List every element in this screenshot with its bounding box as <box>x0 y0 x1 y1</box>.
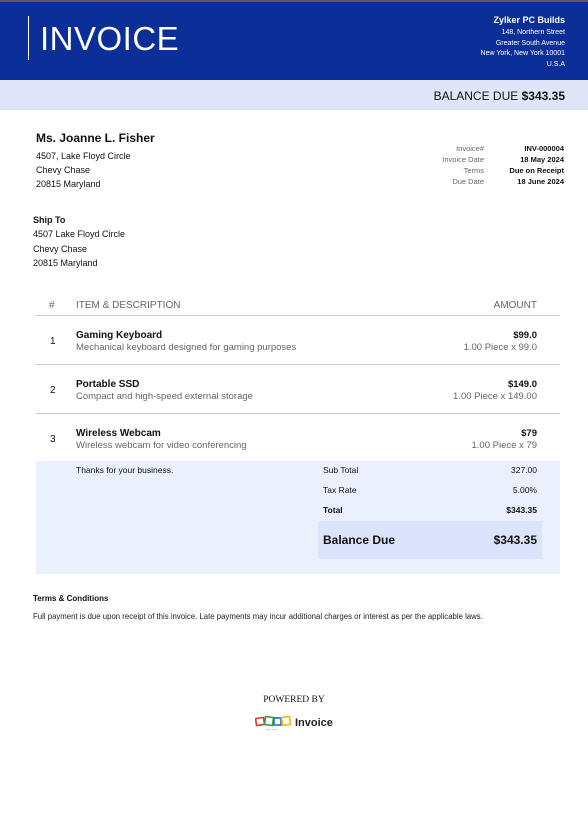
balance-due-label: BALANCE DUE <box>433 89 519 103</box>
brand-name: Invoice <box>295 716 333 729</box>
zoho-logo-icon <box>255 714 291 731</box>
totals-summary <box>36 461 560 574</box>
item-amount: $79 <box>521 428 537 439</box>
bill-to-address-line: Chevy Chase <box>36 165 91 175</box>
item-amount: $99.0 <box>513 330 537 341</box>
total-value: $343.35 <box>506 505 537 515</box>
title-divider <box>28 16 29 60</box>
table-row <box>36 316 560 365</box>
sub-total-label: Sub Total <box>323 465 359 475</box>
meta-row-due-date <box>424 176 564 187</box>
terms-text: Full payment is due upon receipt of this invoice. Late payments may incur additional charges or interest as per the applicable laws. <box>33 612 483 621</box>
item-description: Wireless webcam for video conferencing <box>76 440 247 451</box>
ship-to-heading: Ship To <box>33 215 66 225</box>
thanks-note: Thanks for your business. <box>76 465 174 475</box>
company-name: Zylker PC Builds <box>493 15 565 25</box>
meta-label: Invoice# <box>456 144 484 153</box>
invoice-header <box>0 2 588 80</box>
balance-due-box-amount: $343.35 <box>493 533 537 547</box>
company-address-line: 148, Northern Street <box>501 29 565 36</box>
balance-due-box <box>318 521 542 559</box>
item-name: Gaming Keyboard <box>76 330 163 341</box>
balance-due-box-label: Balance Due <box>323 533 396 547</box>
column-header-amount: AMOUNT <box>493 300 537 311</box>
ship-to-address-line: 20815 Maryland <box>33 258 98 268</box>
meta-value: 18 June 2024 <box>517 177 564 186</box>
meta-value: Due on Receipt <box>509 166 564 175</box>
item-name: Portable SSD <box>76 379 140 390</box>
row-index: 1 <box>50 336 56 347</box>
bill-to-address-line: 20815 Maryland <box>36 179 101 189</box>
item-amount: $149.0 <box>507 379 537 390</box>
customer-name: Ms. Joanne L. Fisher <box>36 131 155 145</box>
terms-heading: Terms & Conditions <box>33 594 109 603</box>
balance-due-bar <box>0 80 588 110</box>
ship-to-block <box>33 215 125 271</box>
meta-label: Terms <box>463 166 484 175</box>
company-address-line: U.S.A <box>546 60 565 68</box>
tax-rate-value: 5.00% <box>512 485 537 495</box>
item-description: Mechanical keyboard designed for gaming purposes <box>76 342 297 353</box>
powered-by-label: POWERED BY <box>263 695 325 705</box>
company-address-line: New York, New York 10001 <box>480 50 565 57</box>
total-label: Total <box>323 505 343 515</box>
table-header <box>36 296 560 316</box>
balance-due-amount: $343.35 <box>521 89 565 103</box>
bill-to-block <box>36 131 155 191</box>
brand-logo <box>255 714 333 731</box>
meta-label: Due Date <box>452 177 484 186</box>
company-address-line: Greater South Avenue <box>495 39 565 47</box>
meta-row-invoice-number <box>424 143 564 154</box>
item-quantity: 1.00 Piece x 99.0 <box>463 342 537 353</box>
tax-rate-label: Tax Rate <box>323 485 357 495</box>
ship-to-address-line: Chevy Chase <box>33 243 88 254</box>
invoice-meta <box>424 143 564 187</box>
ship-to-address-line: 4507 Lake Floyd Circle <box>33 229 126 239</box>
items-table <box>36 296 560 462</box>
balance-due-summary <box>434 89 565 103</box>
meta-value: 18 May 2024 <box>520 155 564 164</box>
table-row <box>36 414 560 462</box>
invoice-title: INVOICE <box>40 20 180 57</box>
row-index: 2 <box>50 385 56 396</box>
column-header-index: # <box>49 300 55 311</box>
meta-row-terms <box>424 165 564 176</box>
meta-row-invoice-date <box>424 154 564 165</box>
company-block <box>481 15 565 70</box>
bill-to-address-line: 4507, Lake Floyd Circle <box>36 151 131 161</box>
meta-value: INV-000004 <box>524 144 564 153</box>
column-header-item: ITEM & DESCRIPTION <box>76 300 181 311</box>
item-quantity: 1.00 Piece x 79 <box>471 440 537 451</box>
table-row <box>36 365 560 414</box>
item-quantity: 1.00 Piece x 149.00 <box>453 391 537 402</box>
item-name: Wireless Webcam <box>76 428 161 439</box>
item-description: Compact and high-speed external storage <box>76 391 253 402</box>
terms-section <box>33 594 493 625</box>
sub-total-value: 327.00 <box>511 465 537 475</box>
meta-label: Invoice Date <box>442 155 484 164</box>
row-index: 3 <box>50 434 56 445</box>
